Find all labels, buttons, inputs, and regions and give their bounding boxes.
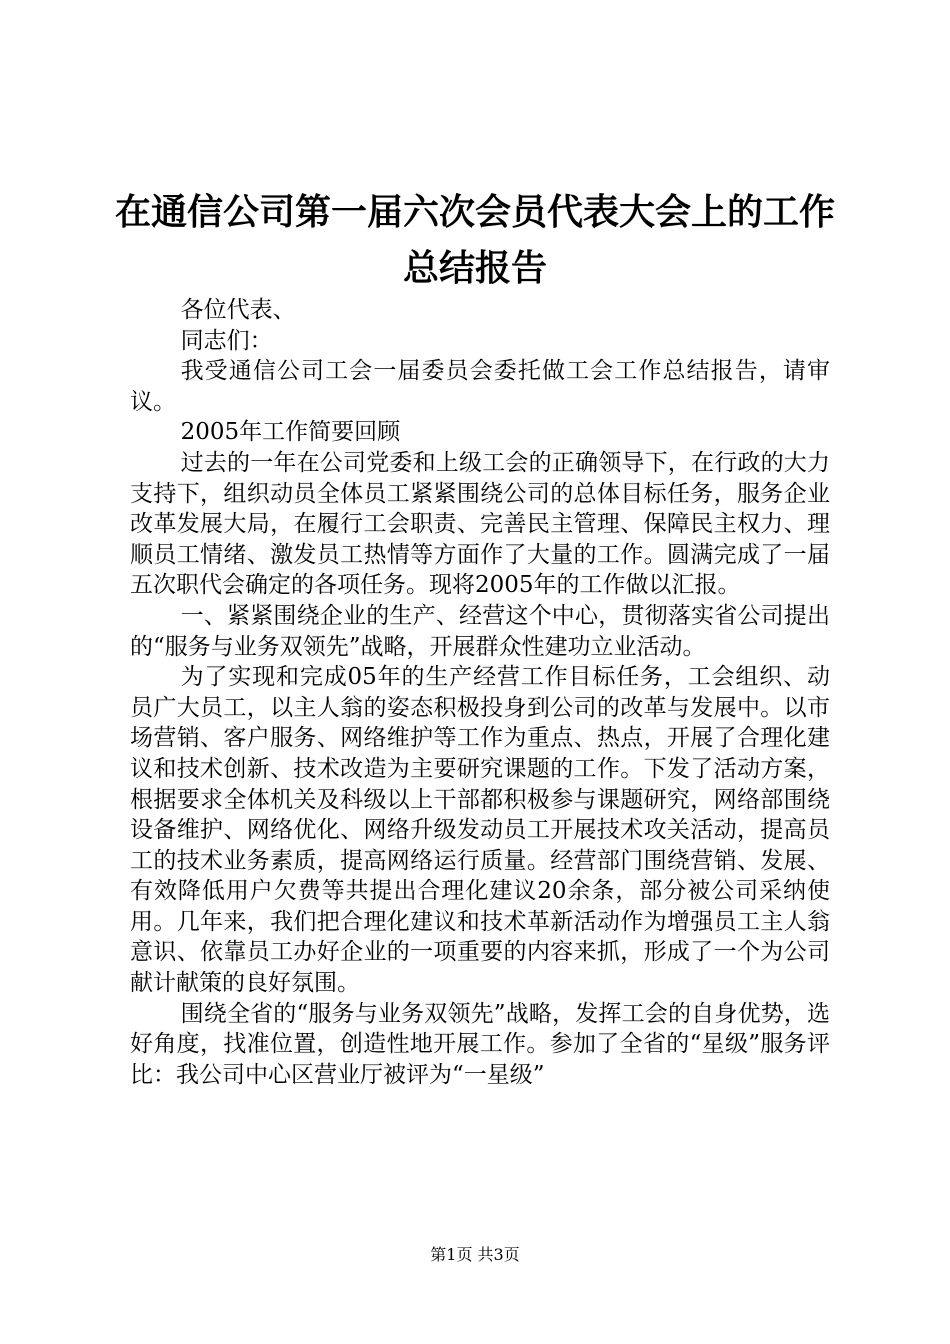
salutation-1: 各位代表、 bbox=[180, 297, 296, 323]
page-footer: 第1页 共3页 bbox=[430, 1245, 520, 1264]
document-title-line-1: 在通信公司第一届六次会员代表大会上的工作 bbox=[114, 191, 835, 233]
salutation-2: 同志们： bbox=[180, 327, 273, 354]
section-heading: 一、紧紧围绕企业的生产、经营这个中心，贯彻落实省公司提出的“服务与业务双领先”战略，开展群众性建功立业活动。 bbox=[130, 602, 830, 660]
body-paragraph: 围绕全省的“服务与业务双领先”战略，发挥工会的自身优势，选好角度，找准位置，创造性地开展工作。参加了全省的“星级”服务评比：我公司中心区营业厅被评为“一星级” bbox=[130, 1000, 830, 1088]
body-paragraph: 为了实现和完成05年的生产经营工作目标任务，工会组织、动员广大员工，以主人翁的姿态积极投身到公司的改革与发展中。以市场营销、客户服务、网络维护等工作为重点、热点，开展了合理化建议和技术创新、技术改造为主要研究课题的工作。下发了活动方案，根据要求全体机关及科级以上干部都积极参与课题研究，网络部围绕设备维护、网络优化、网络升级发动员工开展技术攻关活动，提高员工的技术业务素质，提高网络运行质量。经营部门围绕营销、发展、有效降低用户欠费等共提出合理化建议20余条，部分被公司采纳使用。几年来，我们把合理化建议和技术革新活动作为增强员工主人翁意识、依靠员工办好企业的一项重要的内容来抓，形成了一个为公司献计献策的良好氛围。 bbox=[130, 664, 830, 997]
section-heading: 2005年工作简要回顾 bbox=[180, 419, 401, 446]
body-paragraph: 过去的一年在公司党委和上级工会的正确领导下，在行政的大力支持下，组织动员全体员工紧紧围绕公司的总体目标任务，服务企业改革发展大局，在履行工会职责、完善民主管理、保障民主权力、理顺员工情绪、激发员工热情等方面作了大量的工作。圆满完成了一届五次职代会确定的各项任务。现将2005年的工作做以汇报。 bbox=[130, 449, 830, 599]
body-paragraph: 我受通信公司工会一届委员会委托做工会工作总结报告，请审议。 bbox=[130, 358, 830, 415]
document-body bbox=[130, 295, 830, 1090]
document-title-line-2: 总结报告 bbox=[402, 247, 547, 289]
